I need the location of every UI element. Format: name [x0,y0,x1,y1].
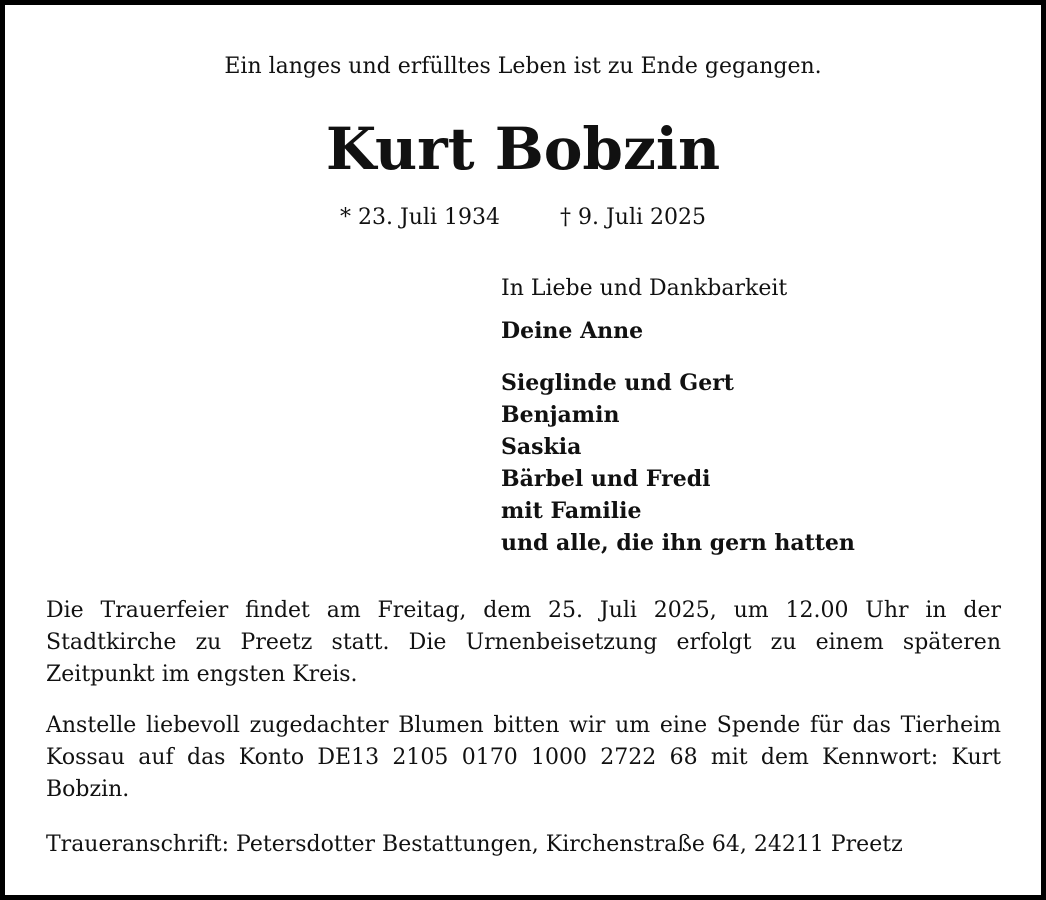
life-dates [5,203,1041,233]
mourner-name: Sieglinde und Gert [501,370,734,396]
birth-date: * 23. Juli 1934 [339,205,500,230]
mourner-name: Deine Anne [501,318,644,344]
mourner-name: Saskia [501,434,582,460]
mourner-spacer [501,347,1021,367]
funeral-service-paragraph: Die Trauerfeier findet am Freitag, dem 25. Juli 2025, um 12.00 Uhr in der Stadtkirche zu Preetz statt. Die Urnenbeisetzung erfolgt zu einem späteren Zeitpunkt im engsten Kreis. [46,598,1001,687]
intro-line: Ein langes und erfülltes Leben ist zu Ende gegangen. [224,54,822,79]
mourner-name: Benjamin [501,402,620,428]
deceased-name: Kurt Bobzin [325,115,721,183]
death-date: † 9. Juli 2025 [559,205,707,230]
regards-line: In Liebe und Dankbarkeit [501,276,788,301]
mourners-block [501,273,1021,559]
mourner-name: und alle, die ihn gern hatten [501,530,855,556]
donation-paragraph: Anstelle liebevoll zugedachter Blumen bitten wir um eine Spende für das Tierheim Kossau auf das Konto DE13 2105 0170 1000 2722 68 mit dem Kennwort: Kurt Bobzin. [46,713,1001,802]
mourner-name: Bärbel und Fredi [501,466,711,492]
mourning-address: Traueranschrift: Petersdotter Bestattungen, Kirchenstraße 64, 24211 Preetz [46,832,903,857]
mourner-name: mit Familie [501,498,642,524]
